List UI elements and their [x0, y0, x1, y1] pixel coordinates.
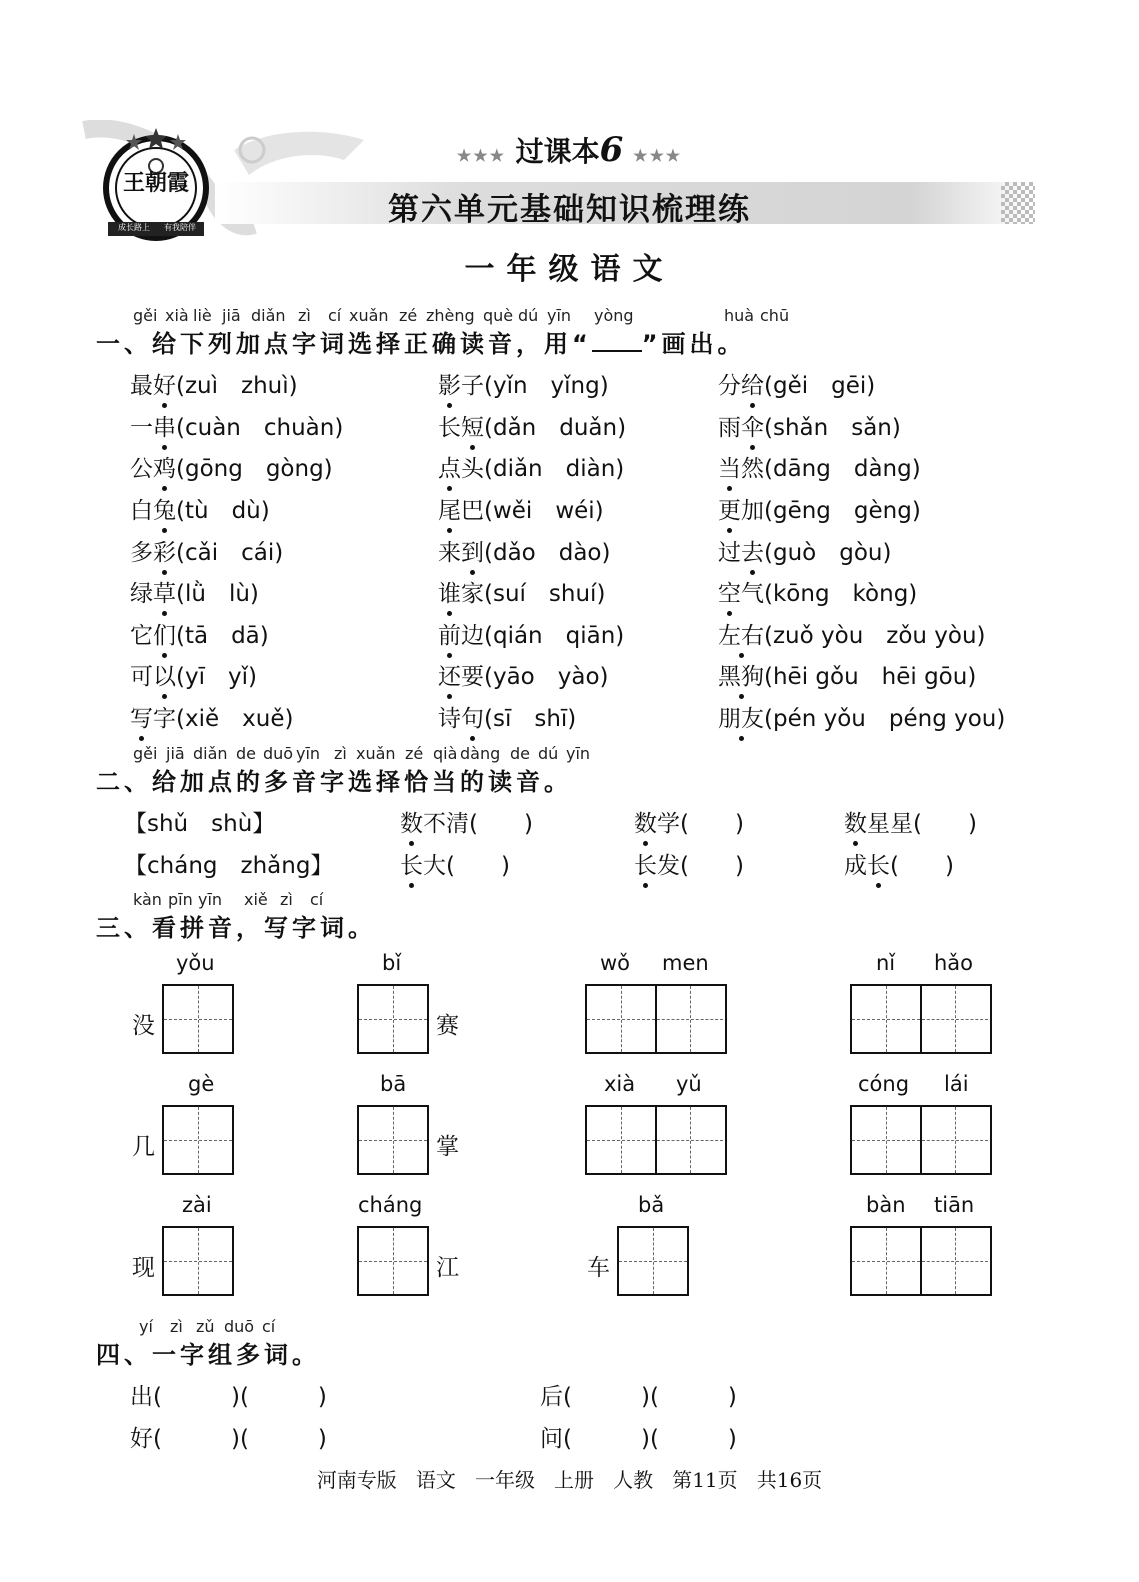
q1-item: 更加(gēng gèng)	[718, 492, 921, 525]
writing-grid[interactable]	[357, 1105, 429, 1175]
q2-pinyin-7: xuǎn	[356, 744, 396, 763]
q1-item: 来到(dǎo dào)	[438, 534, 610, 567]
answer-blank[interactable]: ( )	[680, 811, 744, 837]
q2-pinyin-1: jiā	[166, 744, 185, 763]
star-icon-group-left: ★★★	[456, 146, 506, 165]
q1-pinyin-4: diǎn	[251, 306, 286, 325]
writing-grid[interactable]	[617, 1226, 689, 1296]
q1-item: 公鸡(gōng gòng)	[130, 450, 333, 483]
q1-pinyin-10: què	[483, 306, 514, 325]
q2-pinyin-13: yīn	[566, 744, 591, 763]
q4-pinyin-0: yí	[139, 1317, 153, 1336]
q1-item: 它们(tā dā)	[130, 617, 269, 650]
q3-pinyin-5: cí	[310, 890, 324, 909]
grid-pinyin: yǒu	[176, 951, 215, 975]
q1-heading	[96, 324, 746, 359]
q4-item: 问( )( )	[540, 1426, 737, 1452]
grid-prefix: 没	[132, 1013, 155, 1039]
q4-pinyin-2: zǔ	[196, 1317, 215, 1336]
writing-grid[interactable]	[162, 984, 234, 1054]
q2-options: 【cháng zhǎng】	[124, 853, 334, 879]
q1-item: 朋友(pén yǒu péng you)	[718, 700, 1005, 733]
page-footer: 河南专版 语文 一年级 上册 人教 第11页 共16页	[316, 1468, 823, 1492]
grid-prefix: 现	[132, 1255, 155, 1281]
answer-blank[interactable]: ( )( )	[563, 1384, 737, 1410]
q1-heading-b: ”画出。	[641, 330, 746, 358]
grid-pinyin: cóng	[858, 1072, 910, 1096]
grid-pinyin: nǐ	[876, 951, 896, 975]
q2-pinyin-3: de	[236, 744, 256, 763]
q1-item: 点头(diǎn diàn)	[438, 450, 624, 483]
star-icon-group-right: ★★★	[633, 146, 683, 165]
q1-pinyin-8: zé	[399, 306, 418, 325]
q1-item: 还要(yāo yào)	[438, 658, 609, 691]
series-number: 6	[599, 130, 624, 170]
grid-pinyin: cháng	[358, 1193, 423, 1217]
q2-pinyin-8: zé	[405, 744, 424, 763]
q4-item: 出( )( )	[130, 1384, 327, 1410]
writing-grid[interactable]	[585, 984, 727, 1054]
q2-word: 长发( )	[634, 847, 744, 880]
grid-pinyin: yǔ	[676, 1072, 702, 1096]
series-label	[0, 130, 1139, 170]
q4-item: 好( )( )	[130, 1426, 327, 1452]
grid-pinyin: wǒ	[600, 951, 631, 975]
q2-pinyin-2: diǎn	[193, 744, 228, 763]
grid-pinyin: tiān	[934, 1193, 975, 1217]
q1-item: 诗句(sī shī)	[438, 700, 576, 733]
answer-blank[interactable]: ( )( )	[563, 1426, 737, 1452]
q2-pinyin-5: yīn	[296, 744, 321, 763]
writing-grid[interactable]	[162, 1105, 234, 1175]
brand-slogan-right: 有我陪伴	[164, 223, 196, 232]
q4-pinyin-1: zì	[170, 1317, 183, 1336]
q2-word: 长大( )	[400, 847, 510, 880]
q1-pinyin-6: cí	[328, 306, 342, 325]
q3-pinyin-2: yīn	[198, 890, 223, 909]
q1-heading-a: 一、给下列加点字词选择正确读音，用“	[96, 330, 592, 358]
q2-heading: 二、给加点的多音字选择恰当的读音。	[96, 768, 572, 796]
writing-grid[interactable]	[850, 1105, 992, 1175]
series-text: 过课本	[515, 135, 600, 168]
answer-blank[interactable]: ( )	[913, 811, 977, 837]
q1-item: 当然(dāng dàng)	[718, 450, 921, 483]
answer-underline-sample	[592, 332, 642, 352]
writing-grid[interactable]	[162, 1226, 234, 1296]
q1-item: 一串(cuàn chuàn)	[130, 409, 343, 442]
q1-item: 雨伞(shǎn sǎn)	[718, 409, 901, 442]
grid-prefix: 车	[587, 1255, 610, 1281]
page-subtitle: 一年级语文	[464, 252, 675, 287]
q4-heading: 四、一字组多词。	[96, 1341, 320, 1369]
q1-pinyin-14: huà	[724, 306, 755, 325]
q1-pinyin-1: xià	[165, 306, 189, 325]
q1-pinyin-2: liè	[193, 306, 212, 325]
q1-item: 分给(gěi gēi)	[718, 367, 875, 400]
q2-word: 成长( )	[844, 847, 954, 880]
q1-item: 写字(xiě xuě)	[130, 700, 293, 733]
q2-pinyin-0: gěi	[133, 744, 158, 763]
brand-name: 王朝霞	[122, 170, 189, 196]
q2-pinyin-6: zì	[334, 744, 347, 763]
q2-pinyin-10: dàng	[460, 744, 501, 763]
q2-word: 数星星( )	[844, 805, 977, 838]
q1-item: 影子(yǐn yǐng)	[438, 367, 609, 400]
q2-pinyin-11: de	[510, 744, 530, 763]
grid-suffix: 掌	[436, 1134, 459, 1160]
q1-item: 过去(guò gòu)	[718, 534, 891, 567]
writing-grid[interactable]	[585, 1105, 727, 1175]
answer-blank[interactable]: ( )	[890, 853, 954, 879]
answer-blank[interactable]: ( )	[680, 853, 744, 879]
q4-pinyin-3: duō	[224, 1317, 255, 1336]
q1-pinyin-13: yòng	[594, 306, 634, 325]
answer-blank[interactable]: ( )	[469, 811, 533, 837]
writing-grid[interactable]	[357, 1226, 429, 1296]
q1-item: 前边(qián qiān)	[438, 617, 624, 650]
q1-item: 左右(zuǒ yòu zǒu yòu)	[718, 617, 986, 650]
q1-item: 尾巴(wěi wéi)	[438, 492, 604, 525]
writing-grid[interactable]	[850, 984, 992, 1054]
grid-pinyin: bǐ	[382, 951, 402, 975]
q3-pinyin-3: xiě	[244, 890, 268, 909]
grid-pinyin: bǎ	[638, 1193, 665, 1217]
q1-item: 谁家(suí shuí)	[438, 575, 605, 608]
q4-pinyin-4: cí	[262, 1317, 276, 1336]
grid-suffix: 赛	[436, 1013, 459, 1039]
q1-pinyin-5: zì	[298, 306, 311, 325]
grid-suffix: 江	[436, 1255, 459, 1281]
grid-pinyin: hǎo	[934, 951, 974, 975]
grid-pinyin: bàn	[866, 1193, 906, 1217]
grid-pinyin: xià	[604, 1072, 636, 1096]
q3-heading: 三、看拼音，写字词。	[96, 914, 376, 942]
grid-pinyin: lái	[944, 1072, 969, 1096]
q1-item: 多彩(cǎi cái)	[130, 534, 283, 567]
q4-item: 后( )( )	[540, 1384, 737, 1410]
q1-pinyin-9: zhèng	[426, 306, 475, 325]
grid-pinyin: gè	[188, 1072, 215, 1096]
q1-pinyin-12: yīn	[547, 306, 572, 325]
q1-pinyin-15: chū	[760, 306, 790, 325]
q2-pinyin-12: dú	[538, 744, 559, 763]
q1-pinyin-3: jiā	[222, 306, 241, 325]
q1-item: 绿草(lǜ lù)	[130, 575, 259, 608]
q1-item: 白兔(tù dù)	[130, 492, 270, 525]
q3-pinyin-0: kàn	[133, 890, 162, 909]
writing-grid[interactable]	[850, 1226, 992, 1296]
q1-item: 可以(yī yǐ)	[130, 658, 257, 691]
brand-slogan-left: 成长路上	[118, 223, 150, 232]
q2-word: 数不清( )	[400, 805, 533, 838]
grid-pinyin: bā	[380, 1072, 407, 1096]
q3-pinyin-4: zì	[280, 890, 293, 909]
q1-pinyin-11: dú	[518, 306, 539, 325]
writing-grid[interactable]	[357, 984, 429, 1054]
q1-item: 最好(zuì zhuì)	[130, 367, 298, 400]
q1-pinyin-7: xuǎn	[349, 306, 389, 325]
q2-word: 数学( )	[634, 805, 744, 838]
q1-item: 长短(dǎn duǎn)	[438, 409, 626, 442]
answer-blank[interactable]: ( )( )	[153, 1426, 327, 1452]
q2-pinyin-4: duō	[263, 744, 294, 763]
q1-pinyin-0: gěi	[133, 306, 158, 325]
q1-item: 黑狗(hēi gǒu hēi gōu)	[718, 658, 976, 691]
answer-blank[interactable]: ( )	[446, 853, 510, 879]
page-title: 第六单元基础知识梳理练	[388, 192, 751, 228]
grid-pinyin: men	[662, 951, 709, 975]
q1-item: 空气(kōng kòng)	[718, 575, 917, 608]
q2-options: 【shǔ shù】	[124, 811, 276, 837]
answer-blank[interactable]: ( )( )	[153, 1384, 327, 1410]
grid-prefix: 几	[132, 1134, 155, 1160]
q2-pinyin-9: qià	[433, 744, 458, 763]
grid-pinyin: zài	[182, 1193, 212, 1217]
q3-pinyin-1: pīn	[168, 890, 193, 909]
